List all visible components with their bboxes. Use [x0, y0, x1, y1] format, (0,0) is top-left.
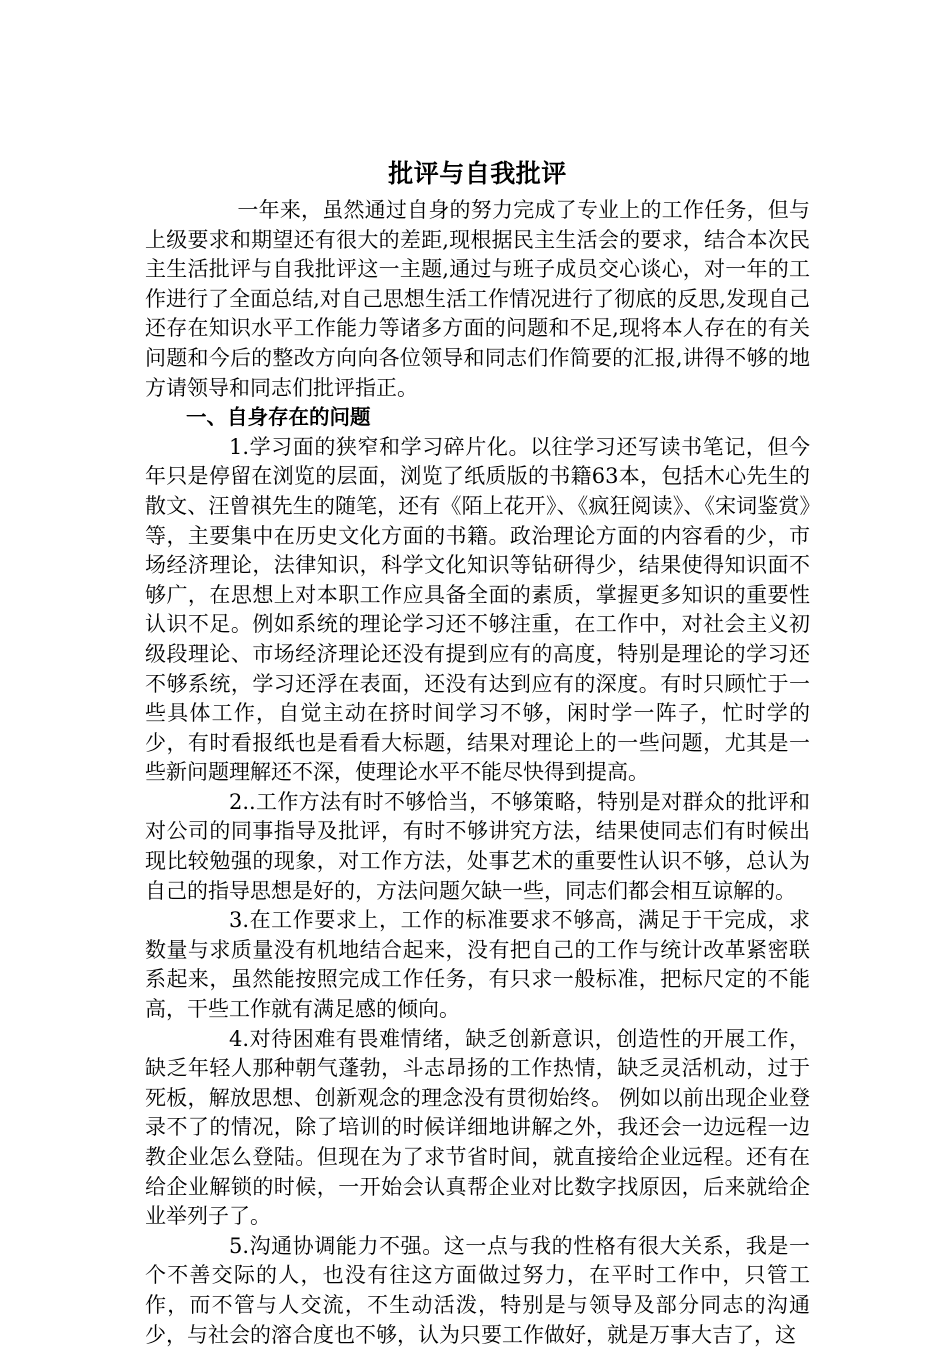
document-page	[145, 152, 810, 1350]
intro-paragraph: 一年来，虽然通过自身的努力完成了专业上的工作任务，但与上级要求和期望还有很大的差距,现根据民主生活会的要求，结合本次民主生活批评与自我批评这一主题,通过与班子成员交心谈心，对一年的工作进行了全面总结,对自己思想生活工作情况进行了彻底的反思,发现自己还存在知识水平工作能力等诸多方面的问题和不足,现将本人存在的有关问题和今后的整改方向向各位领导和同志们作简要的汇报,讲得不够的地方请领导和同志们批评指正。	[145, 198, 810, 400]
document-title: 批评与自我批评	[388, 159, 567, 188]
problem-item-2: 2..工作方法有时不够恰当，不够策略，特别是对群众的批评和对公司的同事指导及批评，有时不够讲究方法，结果使同志们有时候出现比较勉强的现象，对工作方法，处事艺术的重要性认识不够，总认为自己的指导思想是好的，方法问题欠缺一些，同志们都会相互谅解的。	[145, 789, 810, 903]
problem-item-4: 4.对待困难有畏难情绪，缺乏创新意识，创造性的开展工作，缺乏年轻人那种朝气蓬勃，斗志昂扬的工作热情，缺乏灵活机动，过于死板，解放思想、创新观念的理念没有贯彻始终。 例如以前出现企业登录不了的情况，除了培训的时候详细地讲解之外，我还会一边远程一边教企业怎么登陆。但现在为了求节省时间，就直接给企业远程。还有在给企业解锁的时候，一开始会认真帮企业对比数字找原因，后来就给企业举列子了。	[145, 1026, 810, 1229]
problem-item-5: 5.沟通协调能力不强。这一点与我的性格有很大关系，我是一个不善交际的人，也没有往这方面做过努力，在平时工作中，只管工作，而不管与人交流，不生动活泼，特别是与领导及部分同志的沟通少，与社会的溶合度也不够，认为只要工作做好，就是万事大吉了，这	[145, 1233, 810, 1347]
problem-item-3: 3.在工作要求上，工作的标准要求不够高，满足于干完成，求数量与求质量没有机地结合起来，没有把自己的工作与统计改革紧密联系起来，虽然能按照完成工作任务，有只求一般标准，把标尺定的不能高，干些工作就有满足感的倾向。	[145, 908, 810, 1022]
problem-item-1: 1.学习面的狭窄和学习碎片化。以往学习还写读书笔记，但今年只是停留在浏览的层面，浏览了纸质版的书籍63本，包括木心先生的散文、汪曾祺先生的随笔，还有《陌上花开》、《疯狂阅读》、《宋词鉴赏》等，主要集中在历史文化方面的书籍。政治理论方面的内容看的少，市场经济理论，法律知识，科学文化知识等钻研得少，结果使得知识面不够广，在思想上对本职工作应具备全面的素质，掌握更多知识的重要性认识不足。例如系统的理论学习还不够注重，在工作中，对社会主义初级段理论、市场经济理论还没有提到应有的高度，特别是理论的学习还不够系统，学习还浮在表面，还没有达到应有的深度。有时只顾忙于一些具体工作，自觉主动在挤时间学习不够，闲时学一阵子，忙时学的少，有时看报纸也是看看大标题，结果对理论上的一些问题，尤其是一些新问题理解还不深，使理论水平不能尽快得到提高。	[145, 434, 810, 785]
section-heading-problems: 一、自身存在的问题	[186, 405, 371, 430]
